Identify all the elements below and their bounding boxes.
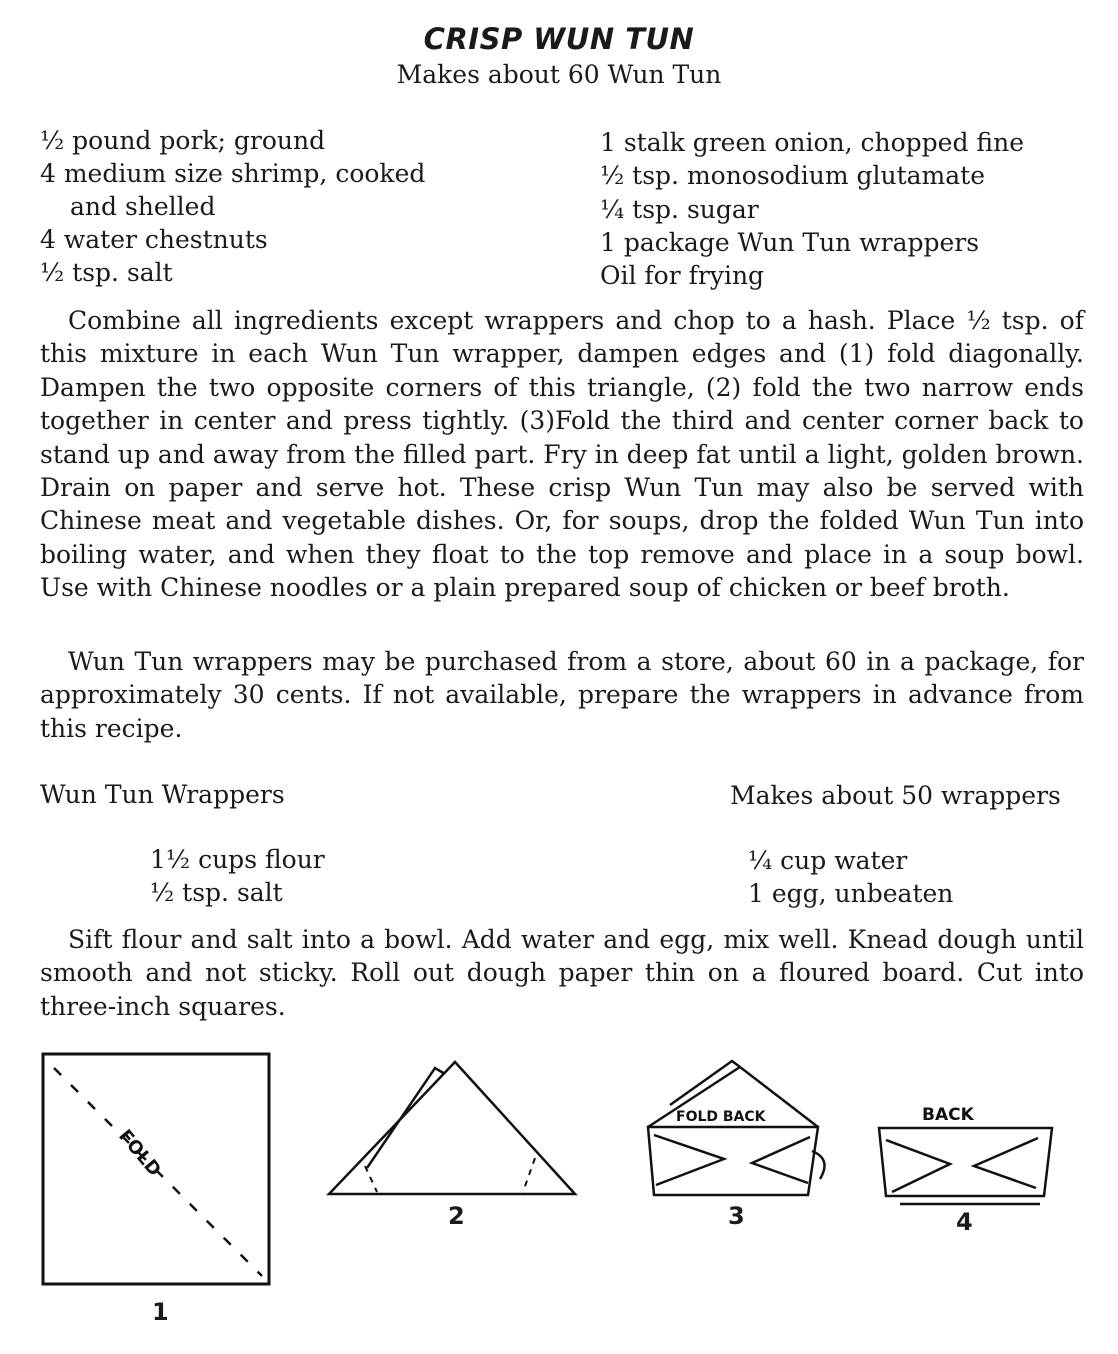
ingredient-left: ½ pound pork; ground <box>40 126 326 155</box>
ingredient-left: and shelled <box>70 192 216 221</box>
step-number-3: 3 <box>728 1202 745 1230</box>
fold-diagram-1 <box>40 1050 272 1290</box>
wrappers-instructions <box>40 923 1084 1023</box>
fold-diagram-2-drawing <box>325 1058 580 1198</box>
recipe-instructions <box>40 304 1084 605</box>
fold-diagram-1-drawing <box>40 1050 272 1290</box>
step-number-1: 1 <box>152 1298 169 1326</box>
fold-diagram-3-drawing <box>640 1055 840 1200</box>
ingredient-left: ½ tsp. salt <box>40 258 173 287</box>
wrapper-ingredient-left: 1½ cups flour <box>150 845 325 874</box>
fold-diagram-3 <box>640 1055 840 1200</box>
wrapper-ingredient-right: 1 egg, unbeaten <box>748 879 954 908</box>
ingredient-left: 4 medium size shrimp, cooked <box>40 159 426 188</box>
wrapper-ingredient-right: ¼ cup water <box>748 846 908 875</box>
recipe-title: CRISP WUN TUN <box>423 22 695 56</box>
ingredient-right: 1 package Wun Tun wrappers <box>600 228 980 257</box>
wrappers-title: Wun Tun Wrappers <box>40 780 285 809</box>
fold-diagram-4-drawing <box>876 1100 1061 1210</box>
fold-back-label: FOLD BACK <box>676 1109 766 1125</box>
ingredient-right: Oil for frying <box>600 261 765 290</box>
ingredient-right: ½ tsp. monosodium glutamate <box>600 161 985 190</box>
recipe-yield: Makes about 60 Wun Tun <box>396 60 722 89</box>
recipe-note-text: Wun Tun wrappers may be purchased from a store, about 60 in a package, for approximately 30 cents. If not available, prepare the wrappers in advance from this recipe. <box>40 647 1084 743</box>
ingredient-left: 4 water chestnuts <box>40 225 268 254</box>
recipe-instructions-text: Combine all ingredients except wrappers and chop to a hash. Place ½ tsp. of this mixture in each Wun Tun wrapper, dampen edges and (1) fold diagonally. Dampen the two opposite corners of this triangle, (2) fold the two narrow ends together in center and press tightly. (3)Fold the third and center corner back to stand up and away from the filled part. Fry in deep fat until a light, golden brown. Drain on paper and serve hot. These crisp Wun Tun may also be served with Chinese meat and vegetable dishes. Or, for soups, drop the folded Wun Tun into boiling water, and when they float to the top remove and place in a soup bowl. Use with Chinese noodles or a plain prepared soup of chicken or beef broth. <box>40 306 1084 603</box>
fold-label-1: FOLD <box>114 1125 165 1181</box>
recipe-note <box>40 645 1084 745</box>
step-number-2: 2 <box>448 1202 465 1230</box>
back-label: BACK <box>922 1105 974 1125</box>
wrappers-instructions-text: Sift flour and salt into a bowl. Add water and egg, mix well. Knead dough until smooth and not sticky. Roll out dough paper thin on a floured board. Cut into three-inch squares. <box>40 925 1084 1021</box>
wrappers-yield: Makes about 50 wrappers <box>730 781 1061 810</box>
fold-diagram-2 <box>325 1058 580 1198</box>
wrapper-ingredient-left: ½ tsp. salt <box>150 878 283 907</box>
ingredient-right: ¼ tsp. sugar <box>600 195 759 224</box>
ingredient-right: 1 stalk green onion, chopped fine <box>600 128 1024 157</box>
step-number-4: 4 <box>956 1208 973 1236</box>
fold-diagram-4 <box>876 1100 1061 1210</box>
